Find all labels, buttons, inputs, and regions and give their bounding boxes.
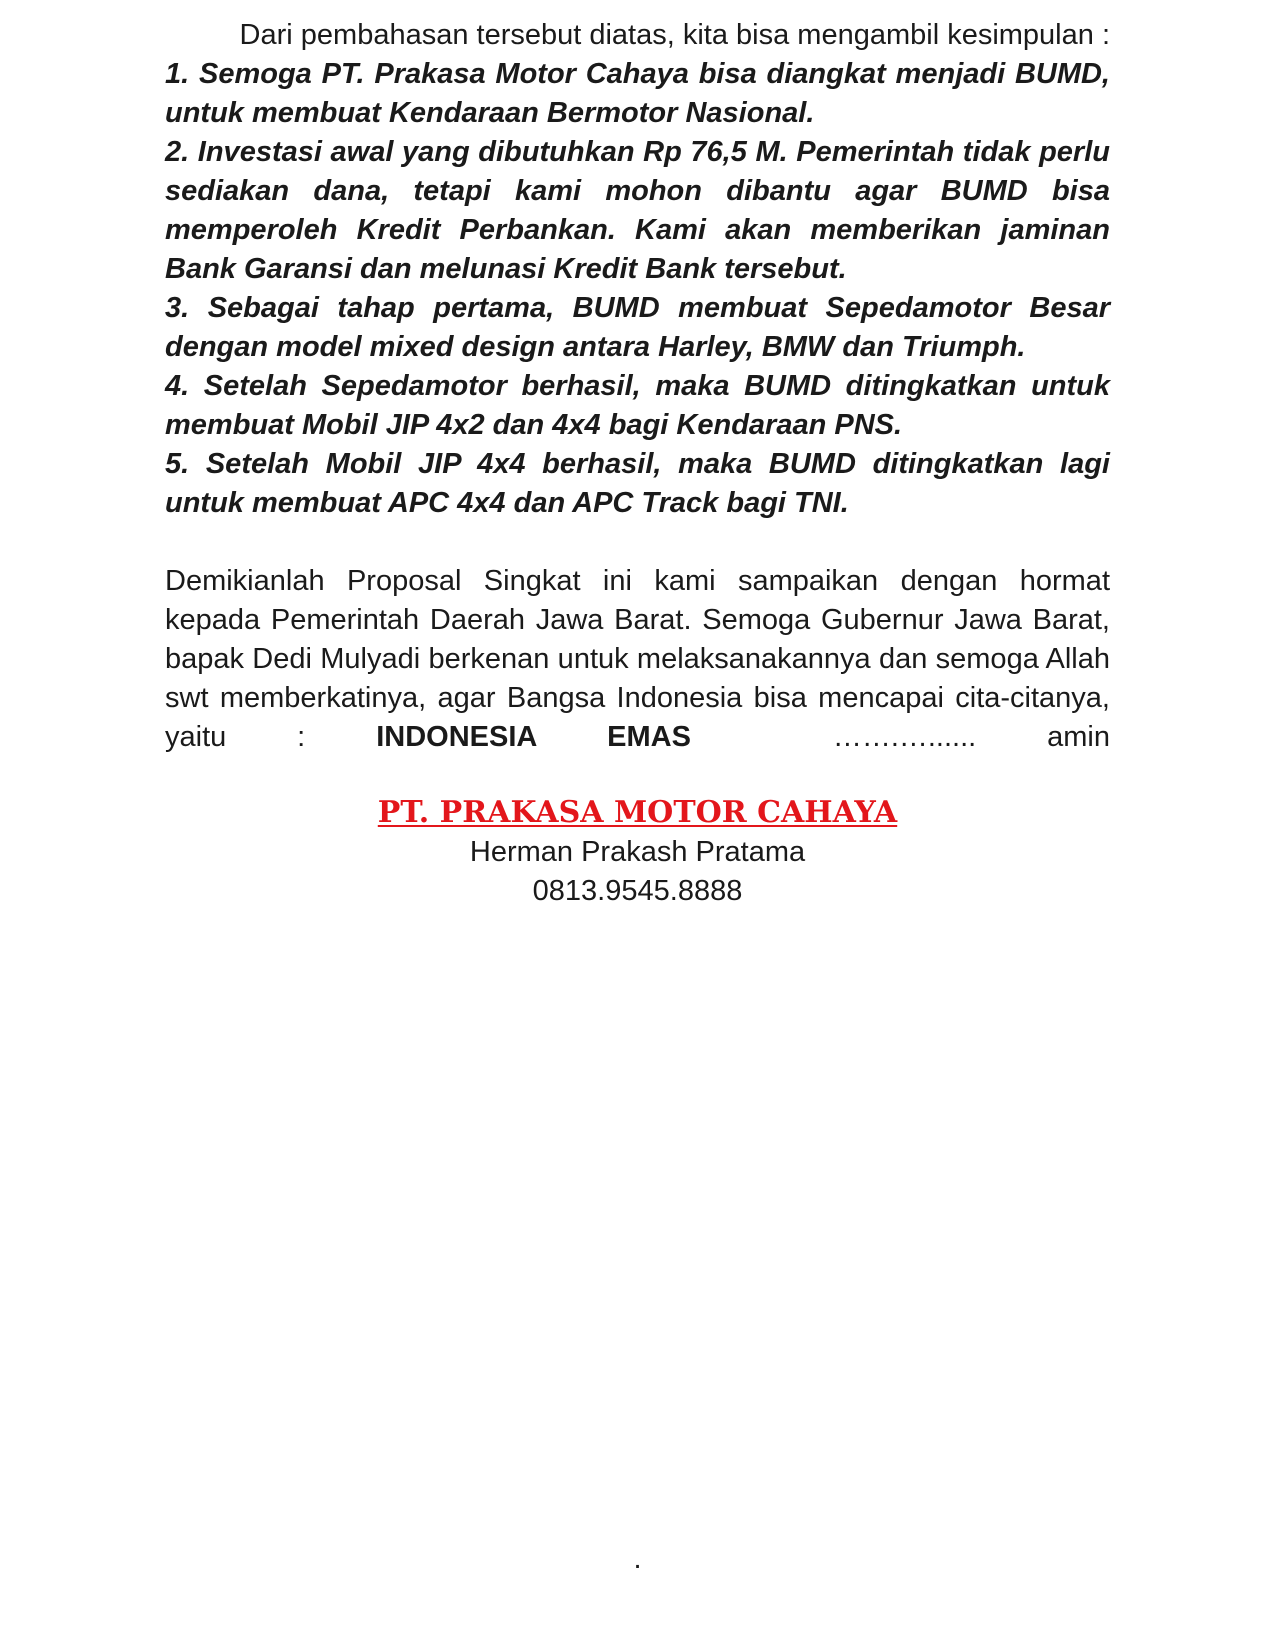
closing-highlight: INDONESIA EMAS [376,721,691,753]
closing-ending: …….…...... amin [832,721,1110,753]
company-name: PT. PRAKASA MOTOR CAHAYA [377,795,898,830]
conclusion-item-3: 3. Sebagai tahap pertama, BUMD membuat Sepedamotor Besar dengan model mixed design antara Harley, BMW dan Triumph. [165,292,1110,363]
closing-paragraph [165,562,1110,757]
conclusions-list [165,55,1110,523]
conclusion-item-2: 2. Investasi awal yang dibutuhkan Rp 76,5 M. Pemerintah tidak perlu sediakan dana, tetapi kami mohon dibantu agar BUMD bisa memperoleh Kredit Perbankan. Kami akan memberikan jaminan Bank Garansi dan melunasi Kredit Bank tersebut. [165,136,1110,285]
document-page [165,16,1110,911]
signer-phone: 0813.9545.8888 [532,875,743,907]
conclusion-item-4: 4. Setelah Sepedamotor berhasil, maka BUMD ditingkatkan untuk membuat Mobil JIP 4x2 dan 4x4 bagi Kendaraan PNS. [165,370,1110,441]
signature-block [165,793,1110,911]
conclusion-item-5: 5. Setelah Mobil JIP 4x4 berhasil, maka BUMD ditingkatkan lagi untuk membuat APC 4x4 dan APC Track bagi TNI. [165,448,1110,519]
signer-name: Herman Prakash Pratama [469,836,806,868]
intro-text: Dari pembahasan tersebut diatas, kita bisa mengambil kesimpulan : [239,19,1110,51]
closing-text: Demikianlah Proposal Singkat ini kami sampaikan dengan hormat kepada Pemerintah Daerah Jawa Barat. Semoga Gubernur Jawa Barat, bapak Dedi Mulyadi berkenan untuk melaksanakannya dan semoga Allah swt memberkatinya, agar Bangsa Indonesia bisa mencapai cita-citanya, yaitu : [165,565,1110,753]
footer-mark: . [633,1543,642,1575]
conclusion-item-1: 1. Semoga PT. Prakasa Motor Cahaya bisa diangkat menjadi BUMD, untuk membuat Kendaraan Bermotor Nasional. [165,58,1110,129]
